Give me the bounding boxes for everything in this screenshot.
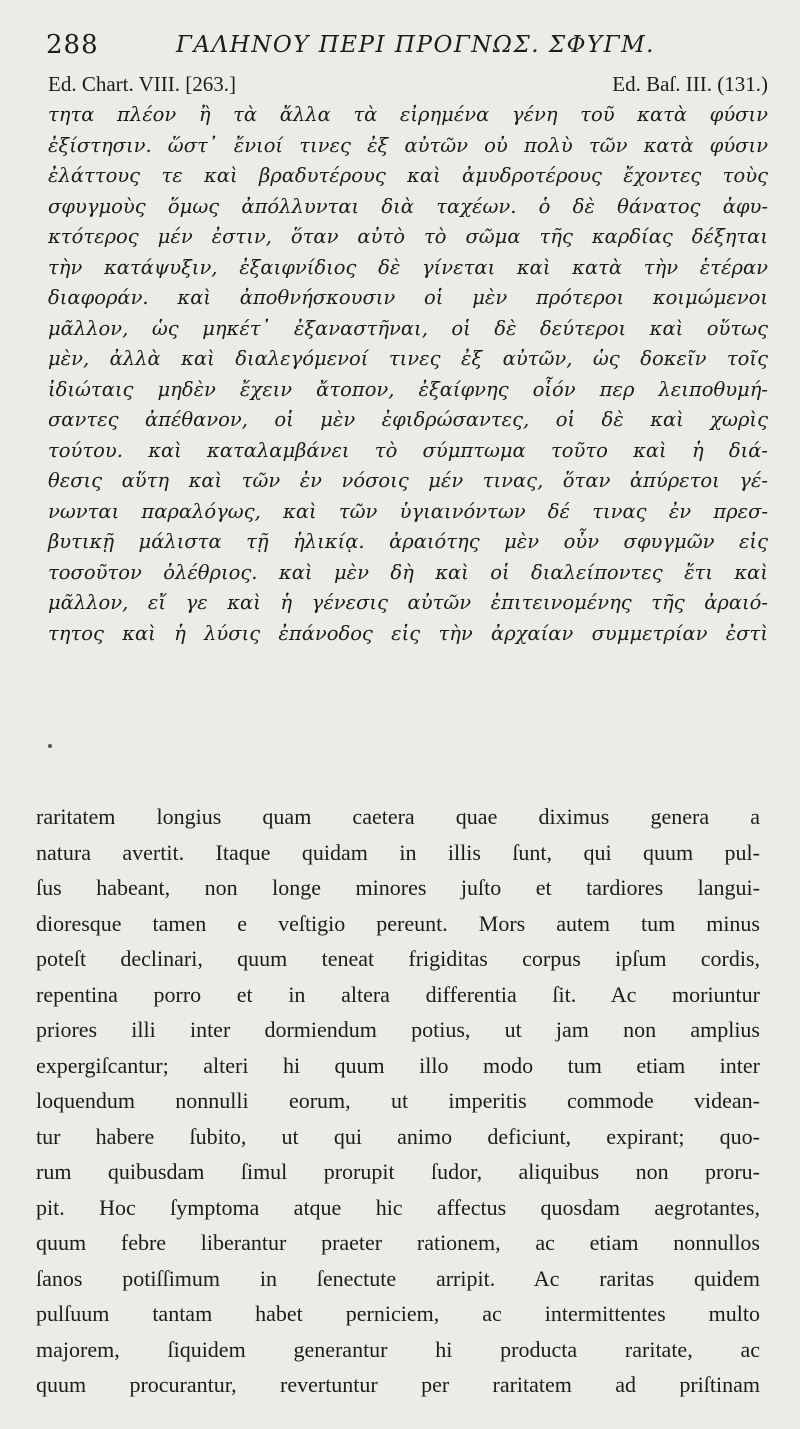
latin-text-line: quum febre liberantur praeter rationem, ac etiam nonnullos <box>36 1230 760 1255</box>
latin-text-line: pit. Hoc ſymptoma atque hic affectus quosdam aegrotantes, <box>36 1194 760 1220</box>
latin-text-line: rum quibusdam ſimul prorupit ſudor, aliquibus non proru- <box>36 1159 760 1184</box>
latin-text-line: repentina porro et in altera differentia ſit. Ac moriuntur <box>36 981 760 1007</box>
greek-text-line: θεσις αὕτη καὶ τῶν ἐν νόσοις μέν τινας, ὅταν ἀπύρετοι γέ- <box>48 469 768 492</box>
latin-text-line: poteſt declinari, quum teneat frigiditas corpus ipſum cordis, <box>36 946 760 971</box>
latin-text-line: quum procurantur, revertuntur per raritatem ad priſtinam <box>36 1372 760 1397</box>
latin-text-line: priores illi inter dormiendum potius, ut jam non amplius <box>36 1017 760 1042</box>
greek-text-line: ἰδιώταις μηδὲν ἔχειν ἄτοπον, ἐξαίφνης οἷόν περ λειποθυμή- <box>48 377 768 401</box>
latin-text-line: majorem, ſiquidem generantur hi producta raritate, ac <box>36 1336 760 1362</box>
latin-text-line: dioresque tamen e veſtigio pereunt. Mors autem tum minus <box>36 910 760 936</box>
latin-text-line: ſanos potiſſimum in ſenectute arripit. Ac raritas quidem <box>36 1265 760 1291</box>
greek-text-line: ἐξίστησιν. ὥστ᾽ ἔνιοί τινες ἐξ αὐτῶν οὐ πολὺ τῶν κατὰ φύσιν <box>48 133 768 157</box>
greek-text-line: τητος καὶ ἡ λύσις ἐπάνοδος εἰς τὴν ἀρχαίαν συμμετρίαν ἐστὶ <box>48 621 768 645</box>
latin-text-line: loquendum nonnulli eorum, ut imperitis commode videan- <box>36 1088 760 1113</box>
section-separator <box>48 744 768 750</box>
latin-text-line: expergiſcantur; alteri hi quum illo modo tum etiam inter <box>36 1052 760 1078</box>
running-head <box>46 28 766 68</box>
greek-text-line: τὴν κατάψυξιν, ἐξαιφνίδιος δὲ γίνεται καὶ κατὰ τὴν ἑτέραν <box>48 255 768 279</box>
edition-reference-line <box>48 72 768 102</box>
running-title: ΓΑΛΗΝΟΥ ΠΕΡΙ ΠΡΟΓΝΩΣ. ΣΦΥΓΜ. <box>176 32 655 58</box>
greek-text-line: νωνται παραλόγως, καὶ τῶν ὑγιαινόντων δέ τινας ἐν πρεσ- <box>48 499 768 523</box>
greek-text-line: κτότερος μέν ἐστιν, ὅταν αὐτὸ τὸ σῶμα τῆς καρδίας δέξηται <box>48 225 768 248</box>
greek-text-line: μᾶλλον, ὡς μηκέτ᾽ ἐξαναστῆναι, οἱ δὲ δεύτεροι καὶ οὕτως <box>48 316 768 340</box>
greek-text-line: μὲν, ἀλλὰ καὶ διαλεγόμενοί τινες ἐξ αὐτῶν, ὡς δοκεῖν τοῖς <box>48 347 768 370</box>
greek-text-line: ἐλάττους τε καὶ βραδυτέρους καὶ ἀμυδροτέρους ἔχοντες τοὺς <box>48 164 768 187</box>
edition-chartier-ref: Ed. Chart. VIII. [263.] <box>48 72 236 96</box>
greek-text-block <box>48 100 768 649</box>
greek-text-line: σαντες ἀπέθανον, οἱ μὲν ἐφιδρώσαντες, οἱ δὲ καὶ χωρὶς <box>48 408 768 431</box>
latin-text-line: pulſuum tantam habet perniciem, ac intermittentes multo <box>36 1301 760 1326</box>
greek-text-line: βυτικῇ μάλιστα τῇ ἡλικίᾳ. ἀραιότης μὲν οὖν σφυγμῶν εἰς <box>48 530 768 553</box>
greek-text-line: τοσοῦτον ὀλέθριος. καὶ μὲν δὴ καὶ οἱ διαλείποντες ἔτι καὶ <box>48 560 768 584</box>
page-number: 288 <box>46 30 99 60</box>
greek-text-line: τούτου. καὶ καταλαμβάνει τὸ σύμπτωμα τοῦτο καὶ ἡ διά- <box>48 438 768 462</box>
greek-text-line: διαφοράν. καὶ ἀποθνήσκουσιν οἱ μὲν πρότεροι κοιμώμενοι <box>48 286 768 309</box>
separator-dot <box>48 744 52 748</box>
latin-text-line: tur habere ſubito, ut qui animo deficiunt, expirant; quo- <box>36 1123 760 1149</box>
greek-text-line: σφυγμοὺς ὅμως ἀπόλλυνται διὰ ταχέων. ὁ δὲ θάνατος ἀφυ- <box>48 194 768 218</box>
latin-text-line: raritatem longius quam caetera quae diximus genera a <box>36 804 760 829</box>
edition-basel-ref: Ed. Baſ. III. (131.) <box>612 72 768 96</box>
greek-text-line: τητα πλέον ἢ τὰ ἄλλα τὰ εἰρημένα γένη τοῦ κατὰ φύσιν <box>48 103 768 126</box>
latin-text-line: ſus habeant, non longe minores juſto et tardiores langui- <box>36 875 760 900</box>
latin-translation-block <box>36 799 760 1403</box>
latin-text-line: natura avertit. Itaque quidam in illis ſunt, qui quum pul- <box>36 839 760 865</box>
greek-text-line: μᾶλλον, εἴ γε καὶ ἡ γένεσις αὐτῶν ἐπιτεινομένης τῆς ἀραιό- <box>48 591 768 614</box>
